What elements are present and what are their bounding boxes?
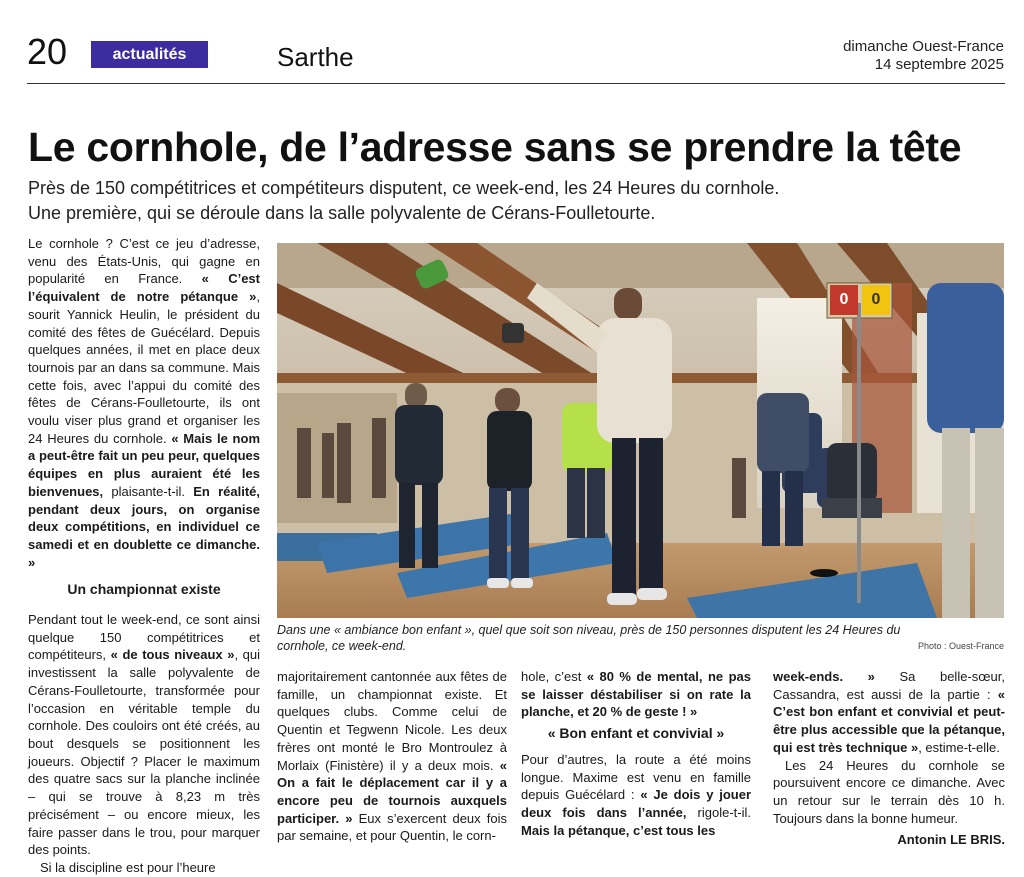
dateline-day: dimanche Ouest-France [843, 38, 1004, 55]
paragraph: Pour d’autres, la route a été moins longue. Maxime est venu en famille depuis Guécélard : « Je dois y jouer deux fois dans l’année, rigole-t-il. Mais la pétanque, c’est tous les [521, 751, 752, 838]
article-column-2 [277, 668, 507, 845]
article-column-3 [521, 668, 751, 839]
byline: Antonin LE BRIS. [897, 832, 1005, 848]
page-number: 20 [27, 31, 68, 72]
standfirst-line-1: Près de 150 compétitrices et compétiteurs disputent, ce week-end, les 24 Heures du cornhole. [28, 178, 780, 198]
scoreboard-right: 0 [862, 285, 890, 315]
scoreboard [830, 285, 890, 315]
paragraph: Pendant tout le week-end, ce sont ainsi quelque 150 compétitrices et compétiteurs, « de tous niveaux », qui investissent la salle polyvalente de Cérans-Foulletourte, transformée pour l’occasion en véritable temple du cornhole. Des couloirs ont été créés, au bout desquels se positionnent les joueurs. Objectif ? Placer le maximum des quatre sacs sur la planche inclinée – qui se trouve à 8,23 m très précisément – ou encore mieux, les faire passer dans le trou, pour marquer des points. [28, 612, 260, 858]
section-badge: actualités [91, 41, 208, 68]
region-title: Sarthe [277, 42, 354, 72]
article-column-1 [28, 235, 260, 877]
paragraph: week-ends. » Sa belle-sœur, Cassandra, est aussi de la partie : « C’est bon enfant et convivial et peut-être plus accessible que la pétanque, qui est très technique », estime-t-elle. [773, 669, 1005, 755]
dateline [843, 38, 1004, 74]
header-rule [27, 83, 1005, 84]
paragraph: Le cornhole ? C’est ce jeu d’adresse, venu des États-Unis, qui gagne en popularité en France. « C’est l’équivalent de notre pétanque », sourit Yannick Heulin, le président du comité des fêtes de Guécélard. Depuis quelques années, il met en place deux tournois par an dans sa commune. Mais cette fois, avec l’appui du comité des fêtes de Cérans-Foulletourte, ils ont voulu viser plus grand et organiser les 24 Heures du cornhole. « Mais le nom a peut-être fait un peu peur, quelques équipes en plus auraient été les bienvenues, plaisante-t-il. En réalité, pendant deux jours, on organise deux compétitions, en individuel ce samedi et en doublette ce dimanche. » [28, 236, 261, 570]
article-photo [277, 243, 1004, 618]
paragraph: majoritairement cantonnée aux fêtes de famille, un championnat existe. Et quelques clubs. Comme celui de Quentin et Tegwenn Nicole. Les deux frères ont monté le Bro Montroulez à Morlaix (Finistère) il y a deux mois. « On a fait le déplacement car il y a encore peu de tournois auxquels participer. » Eux s’exercent deux fois par semaine, et pour Quentin, le corn- [277, 669, 507, 844]
dateline-date: 14 septembre 2025 [874, 56, 1004, 73]
standfirst [28, 176, 988, 226]
headline: Le cornhole, de l’adresse sans se prendre la tête [28, 124, 962, 170]
paragraph: hole, c’est « 80 % de mental, ne pas se laisser déstabiliser si on rate la planche, et 20 % de geste ! » [521, 669, 751, 720]
paragraph: Si la discipline est pour l’heure [40, 859, 216, 875]
standfirst-line-2: Une première, qui se déroule dans la salle polyvalente de Cérans-Foulletourte. [28, 203, 656, 223]
subheading: « Bon enfant et convivial » [547, 725, 725, 742]
article-column-4 [773, 668, 1005, 849]
scoreboard-left: 0 [830, 285, 858, 315]
page-header [0, 0, 1024, 84]
photo-caption: Dans une « ambiance bon enfant », quel que soit son niveau, près de 150 personnes disputent les 24 Heures du cornhole, ce week-end. [277, 623, 901, 653]
photo-credit: Photo : Ouest-France [917, 641, 1004, 651]
subheading: Un championnat existe [67, 581, 221, 598]
paragraph: Les 24 Heures du cornhole se poursuivent encore ce dimanche. Avec un retour sur le terrain dès 10 h. Toujours dans la bonne humeur. [773, 757, 1005, 826]
